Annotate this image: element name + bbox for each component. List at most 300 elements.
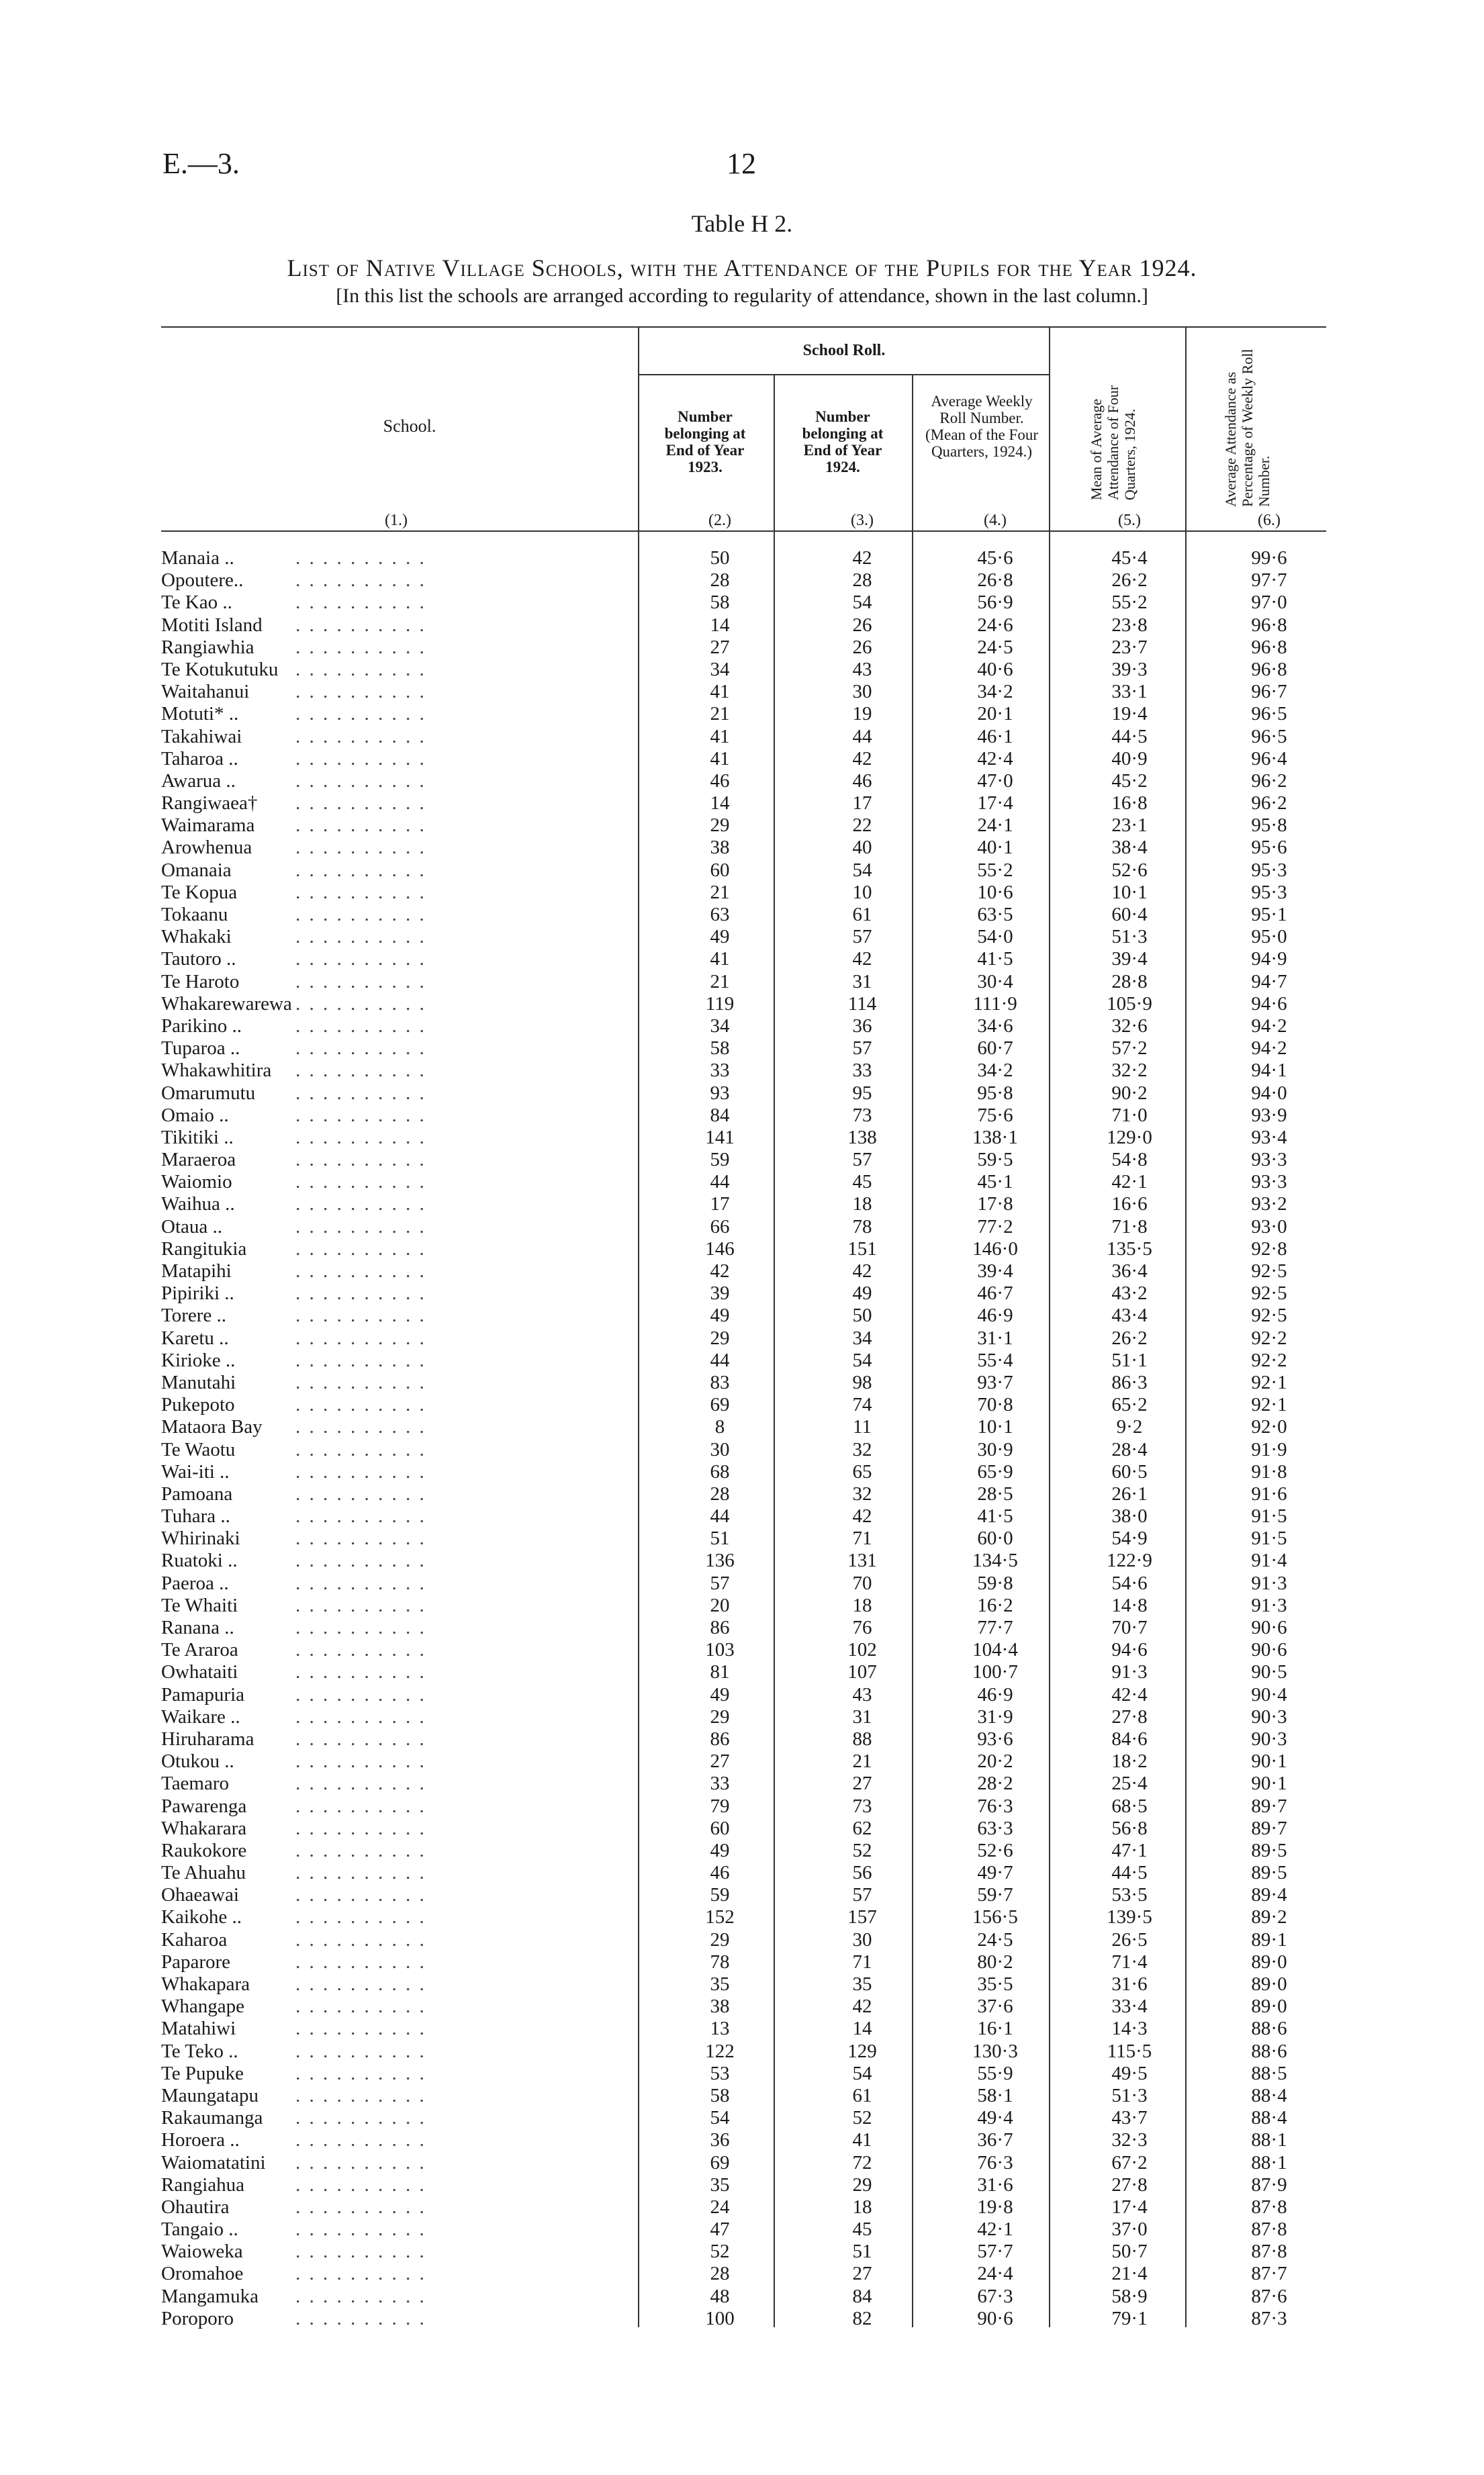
avg-weekly-cell: 28·5 (977, 1483, 1013, 1505)
end-1924-cell: 107 (847, 1661, 877, 1683)
leader-dots: . . . . . . . . . . (295, 1460, 426, 1483)
percentage-cell: 87·7 (1251, 2263, 1287, 2285)
end-1923-cell: 51 (710, 1528, 730, 1550)
end-1923-cell: 38 (710, 1996, 730, 2018)
header-top-rule (161, 326, 1326, 328)
school-name: Ohaeawai (161, 1884, 239, 1906)
table-row (0, 1082, 1484, 1105)
end-1923-cell: 34 (710, 658, 730, 680)
percentage-cell: 90·4 (1251, 1683, 1287, 1706)
mean-attendance-cell: 9·2 (1116, 1416, 1143, 1438)
avg-weekly-cell: 70·8 (977, 1394, 1013, 1416)
end-1924-cell: 51 (852, 2241, 872, 2263)
table-row (0, 1193, 1484, 1215)
table-row (0, 792, 1484, 814)
school-name: Hiruharama (161, 1728, 254, 1750)
end-1924-cell: 22 (852, 814, 872, 837)
end-1923-cell: 59 (710, 1884, 730, 1906)
table-row (0, 1639, 1484, 1661)
percentage-cell: 92·5 (1251, 1260, 1287, 1282)
percentage-cell: 88·1 (1251, 2129, 1287, 2151)
avg-weekly-cell: 28·2 (977, 1773, 1013, 1795)
table-row (0, 1149, 1484, 1171)
school-name: Maraeroa (161, 1149, 236, 1171)
leader-dots: . . . . . . . . . . (295, 1572, 426, 1594)
school-name: Whakawhitira (161, 1060, 272, 1082)
avg-weekly-cell: 36·7 (977, 2129, 1013, 2151)
end-1924-cell: 21 (852, 1750, 872, 1773)
leader-dots: . . . . . . . . . . (295, 592, 426, 614)
mean-attendance-cell: 32·6 (1111, 1015, 1148, 1037)
school-name: Rangiawhia (161, 636, 254, 658)
percentage-cell: 95·6 (1251, 837, 1287, 859)
end-1923-cell: 29 (710, 814, 730, 837)
leader-dots: . . . . . . . . . . (295, 992, 426, 1015)
percentage-cell: 89·0 (1251, 1973, 1287, 1995)
end-1924-cell: 84 (852, 2285, 872, 2307)
avg-weekly-cell: 52·6 (977, 1839, 1013, 1861)
school-name: Tokaanu (161, 904, 228, 925)
end-1924-cell: 18 (852, 1193, 872, 1215)
end-1923-cell: 44 (710, 1171, 730, 1193)
percentage-cell: 91·6 (1251, 1483, 1287, 1505)
school-name: Rangiahua (161, 2174, 245, 2196)
school-name: Whakaki (161, 926, 232, 948)
mean-attendance-cell: 44·5 (1111, 725, 1148, 747)
end-1924-cell: 18 (852, 1594, 872, 1616)
percentage-cell: 87·8 (1251, 2241, 1287, 2263)
school-name: Te Kao .. (161, 592, 232, 614)
avg-weekly-cell: 54·0 (977, 926, 1013, 948)
mean-attendance-cell: 38·0 (1111, 1505, 1148, 1528)
percentage-cell: 92·5 (1251, 1305, 1287, 1327)
school-name: Te Araroa (161, 1639, 238, 1661)
percentage-cell: 87·8 (1251, 2219, 1287, 2241)
avg-weekly-cell: 30·9 (977, 1438, 1013, 1460)
avg-weekly-cell: 42·4 (977, 747, 1013, 769)
avg-weekly-cell: 31·6 (977, 2174, 1013, 2196)
percentage-cell: 89·7 (1251, 1817, 1287, 1839)
school-name: Rangiwaea† (161, 792, 258, 814)
mean-attendance-cell: 45·2 (1111, 769, 1148, 792)
end-1923-cell: 119 (705, 992, 735, 1015)
leader-dots: . . . . . . . . . . (295, 1617, 426, 1638)
percentage-cell: 95·3 (1251, 859, 1287, 881)
mean-attendance-cell: 51·3 (1111, 926, 1148, 948)
table-row (0, 1439, 1484, 1461)
leader-dots: . . . . . . . . . . (295, 1594, 426, 1616)
table-row (0, 1951, 1484, 1973)
mean-attendance-cell: 42·4 (1111, 1683, 1148, 1706)
end-1924-cell: 57 (852, 926, 872, 948)
end-1924-cell: 151 (847, 1238, 877, 1260)
table-row (0, 1840, 1484, 1862)
mean-attendance-cell: 23·7 (1111, 636, 1148, 658)
end-1923-cell: 41 (710, 681, 730, 703)
leader-dots: . . . . . . . . . . (295, 1371, 426, 1393)
end-1924-cell: 14 (852, 2018, 872, 2040)
end-1923-cell: 69 (710, 2151, 730, 2174)
avg-weekly-cell: 58·1 (977, 2084, 1013, 2106)
mean-attendance-cell: 68·5 (1111, 1795, 1148, 1817)
mean-attendance-cell: 43·2 (1111, 1282, 1148, 1305)
leader-dots: . . . . . . . . . . (295, 2107, 426, 2129)
school-name: Waiomatatini (161, 2151, 266, 2174)
mean-attendance-header: Mean of Average Attendance of Four Quarters, 1924. (1088, 385, 1138, 500)
mean-attendance-cell: 39·4 (1111, 948, 1148, 970)
end-1923-cell: 29 (710, 1928, 730, 1951)
avg-weekly-cell: 55·2 (977, 859, 1013, 881)
leader-dots: . . . . . . . . . . (295, 1795, 426, 1817)
table-row (0, 2152, 1484, 2174)
end-1923-cell: 24 (710, 2196, 730, 2218)
table-row (0, 1350, 1484, 1372)
school-name: Te Kotukutuku (161, 658, 279, 680)
percentage-cell: 91·9 (1251, 1438, 1287, 1460)
leader-dots: . . . . . . . . . . (295, 859, 426, 881)
table-title: Table H 2. (691, 210, 793, 237)
end-1923-cell: 54 (710, 2107, 730, 2129)
end-1923-cell: 152 (705, 1906, 735, 1928)
school-name: Arowhenua (161, 837, 252, 859)
end-1924-cell: 31 (852, 1706, 872, 1728)
leader-dots: . . . . . . . . . . (295, 2018, 426, 2040)
table-row (0, 2308, 1484, 2330)
leader-dots: . . . . . . . . . . (295, 792, 426, 814)
leader-dots: . . . . . . . . . . (295, 703, 426, 725)
avg-weekly-cell: 30·4 (977, 970, 1013, 992)
mean-attendance-cell: 65·2 (1111, 1394, 1148, 1416)
leader-dots: . . . . . . . . . . (295, 1394, 426, 1416)
leader-dots: . . . . . . . . . . (295, 1973, 426, 1995)
end-1924-cell: 54 (852, 859, 872, 881)
leader-dots: . . . . . . . . . . (295, 1706, 426, 1728)
school-name: Owhataiti (161, 1661, 238, 1683)
avg-weekly-cell: 56·9 (977, 592, 1013, 614)
leader-dots: . . . . . . . . . . (295, 1215, 426, 1238)
table-row (0, 2107, 1484, 2129)
end-1924-cell: 88 (852, 1728, 872, 1750)
leader-dots: . . . . . . . . . . (295, 1260, 426, 1282)
end-1923-cell: 35 (710, 1973, 730, 1995)
school-name: Te Haroto (161, 970, 240, 992)
end-1924-cell: 30 (852, 1928, 872, 1951)
leader-dots: . . . . . . . . . . (295, 1149, 426, 1171)
avg-weekly-cell: 16·1 (977, 2018, 1013, 2040)
end-1923-cell: 69 (710, 1394, 730, 1416)
percentage-cell: 89·5 (1251, 1862, 1287, 1884)
end-1923-cell: 66 (710, 1215, 730, 1238)
table-row (0, 1528, 1484, 1550)
end-1924-cell: 42 (852, 1260, 872, 1282)
end-1924-cell: 32 (852, 1438, 872, 1460)
end-1924-cell: 32 (852, 1483, 872, 1505)
percentage-cell: 92·2 (1251, 1327, 1287, 1349)
percentage-cell: 96·7 (1251, 681, 1287, 703)
end-1923-cell: 39 (710, 1282, 730, 1305)
school-name: Rakaumanga (161, 2107, 263, 2129)
mean-attendance-cell: 84·6 (1111, 1728, 1148, 1750)
end-1924-cell: 52 (852, 2107, 872, 2129)
avg-weekly-cell: 93·6 (977, 1728, 1013, 1750)
end-1923-cell: 79 (710, 1795, 730, 1817)
table-row (0, 2018, 1484, 2040)
table-row (0, 1706, 1484, 1728)
table-row (0, 2085, 1484, 2107)
end-1924-header: Number belonging at End of Year 1924. (802, 408, 884, 475)
leader-dots: . . . . . . . . . . (295, 1193, 426, 1215)
table-row (0, 1305, 1484, 1327)
leader-dots: . . . . . . . . . . (295, 1126, 426, 1148)
mean-attendance-cell: 57·2 (1111, 1037, 1148, 1060)
table-row (0, 882, 1484, 904)
school-name: Pamapuria (161, 1683, 245, 1706)
percentage-cell: 91·5 (1251, 1528, 1287, 1550)
avg-weekly-cell: 40·6 (977, 658, 1013, 680)
mean-attendance-cell: 44·5 (1111, 1862, 1148, 1884)
column-number: (5.) (1118, 512, 1141, 529)
leader-dots: . . . . . . . . . . (295, 2285, 426, 2307)
mean-attendance-cell: 39·3 (1111, 658, 1148, 680)
end-1924-cell: 70 (852, 1572, 872, 1594)
mean-attendance-cell: 52·6 (1111, 859, 1148, 881)
avg-weekly-cell: 46·1 (977, 725, 1013, 747)
end-1923-cell: 49 (710, 1305, 730, 1327)
avg-weekly-cell: 57·7 (977, 2241, 1013, 2263)
mean-attendance-cell: 42·1 (1111, 1171, 1148, 1193)
end-1923-cell: 47 (710, 2219, 730, 2241)
end-1924-cell: 129 (847, 2040, 877, 2062)
leader-dots: . . . . . . . . . . (295, 1305, 426, 1327)
end-1923-cell: 78 (710, 1951, 730, 1973)
avg-weekly-cell: 17·4 (977, 792, 1013, 814)
avg-weekly-cell: 19·8 (977, 2196, 1013, 2218)
table-row (0, 681, 1484, 703)
leader-dots: . . . . . . . . . . (295, 1661, 426, 1683)
avg-weekly-cell: 24·5 (977, 1928, 1013, 1951)
end-1923-cell: 20 (710, 1594, 730, 1616)
end-1923-cell: 35 (710, 2174, 730, 2196)
percentage-cell: 88·4 (1251, 2084, 1287, 2106)
school-name: Rangitukia (161, 1238, 247, 1260)
avg-weekly-cell: 100·7 (972, 1661, 1018, 1683)
percentage-cell: 90·6 (1251, 1639, 1287, 1661)
avg-weekly-cell: 59·7 (977, 1884, 1013, 1906)
avg-weekly-cell: 34·2 (977, 681, 1013, 703)
avg-weekly-cell: 60·0 (977, 1528, 1013, 1550)
page-number: 12 (727, 147, 756, 180)
end-1923-cell: 81 (710, 1661, 730, 1683)
end-1923-cell: 49 (710, 1683, 730, 1706)
end-1924-cell: 73 (852, 1104, 872, 1126)
percentage-cell: 93·4 (1251, 1126, 1287, 1148)
school-name: Karetu .. (161, 1327, 229, 1349)
percentage-cell: 93·3 (1251, 1149, 1287, 1171)
mean-attendance-cell: 129·0 (1107, 1126, 1152, 1148)
avg-weekly-cell: 130·3 (972, 2040, 1018, 2062)
leader-dots: . . . . . . . . . . (295, 1928, 426, 1951)
end-1924-cell: 57 (852, 1884, 872, 1906)
percentage-cell: 89·4 (1251, 1884, 1287, 1906)
school-name: Te Teko .. (161, 2040, 238, 2062)
end-1923-cell: 13 (710, 2018, 730, 2040)
column-number: (2.) (708, 512, 731, 529)
school-name: Te Ahuahu (161, 1862, 246, 1884)
leader-dots: . . . . . . . . . . (295, 1483, 426, 1505)
end-1923-cell: 103 (705, 1639, 735, 1661)
leader-dots: . . . . . . . . . . (295, 926, 426, 948)
percentage-cell: 96·5 (1251, 725, 1287, 747)
percentage-cell: 89·1 (1251, 1928, 1287, 1951)
end-1923-cell: 53 (710, 2062, 730, 2084)
mean-attendance-cell: 122·9 (1107, 1550, 1152, 1572)
table-row (0, 1773, 1484, 1795)
percentage-cell: 95·1 (1251, 904, 1287, 925)
table-row (0, 1661, 1484, 1683)
leader-dots: . . . . . . . . . . (295, 2307, 426, 2329)
mean-attendance-cell: 91·3 (1111, 1661, 1148, 1683)
leader-dots: . . . . . . . . . . (295, 1505, 426, 1528)
end-1923-cell: 27 (710, 636, 730, 658)
table-body (0, 547, 1484, 2330)
table-row (0, 1750, 1484, 1773)
avg-weekly-cell: 59·5 (977, 1149, 1013, 1171)
table-row (0, 1060, 1484, 1082)
end-1924-cell: 17 (852, 792, 872, 814)
avg-weekly-cell: 31·9 (977, 1706, 1013, 1728)
table-row (0, 1505, 1484, 1528)
school-name: Maungatapu (161, 2084, 259, 2106)
mean-attendance-cell: 60·4 (1111, 904, 1148, 925)
end-1924-cell: 72 (852, 2151, 872, 2174)
end-1924-cell: 98 (852, 1371, 872, 1393)
school-name: Takahiwai (161, 725, 242, 747)
end-1924-cell: 18 (852, 2196, 872, 2218)
end-1924-cell: 114 (847, 992, 877, 1015)
table-row (0, 1461, 1484, 1483)
leader-dots: . . . . . . . . . . (295, 1528, 426, 1550)
section-code: E.—3. (163, 147, 240, 180)
avg-weekly-cell: 55·9 (977, 2062, 1013, 2084)
school-name: Horoera .. (161, 2129, 240, 2151)
leader-dots: . . . . . . . . . . (295, 614, 426, 636)
mean-attendance-cell: 40·9 (1111, 747, 1148, 769)
mean-attendance-cell: 38·4 (1111, 837, 1148, 859)
avg-weekly-cell: 41·5 (977, 948, 1013, 970)
end-1924-cell: 74 (852, 1394, 872, 1416)
end-1923-cell: 41 (710, 948, 730, 970)
avg-weekly-cell: 49·4 (977, 2107, 1013, 2129)
leader-dots: . . . . . . . . . . (295, 2151, 426, 2174)
avg-weekly-cell: 67·3 (977, 2285, 1013, 2307)
leader-dots: . . . . . . . . . . (295, 1015, 426, 1037)
end-1923-cell: 21 (710, 703, 730, 725)
end-1924-cell: 71 (852, 1951, 872, 1973)
avg-weekly-cell: 40·1 (977, 837, 1013, 859)
school-name: Kirioke .. (161, 1349, 236, 1371)
leader-dots: . . . . . . . . . . (295, 1639, 426, 1661)
end-1923-cell: 29 (710, 1706, 730, 1728)
table-row (0, 2219, 1484, 2241)
end-1924-cell: 41 (852, 2129, 872, 2151)
end-1923-cell: 14 (710, 614, 730, 636)
mean-attendance-cell: 43·7 (1111, 2107, 1148, 2129)
table-row (0, 2196, 1484, 2219)
avg-weekly-cell: 134·5 (972, 1550, 1018, 1572)
mean-attendance-cell: 23·8 (1111, 614, 1148, 636)
end-1924-cell: 73 (852, 1795, 872, 1817)
avg-weekly-cell: 138·1 (972, 1126, 1018, 1148)
school-name: Whakarewarewa (161, 992, 292, 1015)
avg-weekly-cell: 46·9 (977, 1683, 1013, 1706)
leader-dots: . . . . . . . . . . (295, 1728, 426, 1750)
percentage-cell: 95·3 (1251, 881, 1287, 903)
avg-weekly-cell: 17·8 (977, 1193, 1013, 1215)
avg-weekly-cell: 34·2 (977, 1060, 1013, 1082)
school-name: Matapihi (161, 1260, 232, 1282)
mean-attendance-cell: 32·2 (1111, 1060, 1148, 1082)
table-row (0, 1037, 1484, 1060)
end-1924-cell: 45 (852, 2219, 872, 2241)
school-name: Mataora Bay (161, 1416, 263, 1438)
table-row (0, 1929, 1484, 1951)
mean-attendance-cell: 115·5 (1107, 2040, 1152, 2062)
mean-attendance-cell: 70·7 (1111, 1617, 1148, 1638)
mean-attendance-cell: 54·9 (1111, 1528, 1148, 1550)
leader-dots: . . . . . . . . . . (295, 1327, 426, 1349)
table-row (0, 1105, 1484, 1127)
percentage-cell: 94·9 (1251, 948, 1287, 970)
leader-dots: . . . . . . . . . . (295, 1773, 426, 1795)
end-1924-cell: 27 (852, 1773, 872, 1795)
end-1924-cell: 19 (852, 703, 872, 725)
avg-weekly-cell: 45·6 (977, 547, 1013, 569)
school-name: Pipiriki .. (161, 1282, 234, 1305)
school-name: Tautoro .. (161, 948, 236, 970)
mean-attendance-cell: 94·6 (1111, 1639, 1148, 1661)
percentage-cell: 94·0 (1251, 1082, 1287, 1104)
percentage-cell: 96·8 (1251, 658, 1287, 680)
end-1924-cell: 11 (853, 1416, 872, 1438)
percentage-cell: 99·6 (1251, 547, 1287, 569)
end-1923-cell: 41 (710, 725, 730, 747)
percentage-cell: 95·0 (1251, 926, 1287, 948)
percentage-cell: 91·4 (1251, 1550, 1287, 1572)
leader-dots: . . . . . . . . . . (295, 1037, 426, 1060)
school-name: Ohautira (161, 2196, 230, 2218)
avg-weekly-cell: 39·4 (977, 1260, 1013, 1282)
leader-dots: . . . . . . . . . . (295, 837, 426, 859)
school-name: Te Waotu (161, 1438, 236, 1460)
end-1923-cell: 41 (710, 747, 730, 769)
mean-attendance-cell: 23·1 (1111, 814, 1148, 837)
end-1924-cell: 26 (852, 614, 872, 636)
avg-weekly-cell: 80·2 (977, 1951, 1013, 1973)
mean-attendance-cell: 27·8 (1111, 2174, 1148, 2196)
table-row (0, 1238, 1484, 1260)
mean-attendance-cell: 10·1 (1111, 881, 1148, 903)
end-1923-cell: 33 (710, 1060, 730, 1082)
table-row (0, 1728, 1484, 1750)
mean-attendance-cell: 19·4 (1111, 703, 1148, 725)
school-name: Motiti Island (161, 614, 263, 636)
school-name: Whakapara (161, 1973, 250, 1995)
percentage-cell: 87·8 (1251, 2196, 1287, 2218)
school-name: Omanaia (161, 859, 232, 881)
end-1923-header: Number belonging at End of Year 1923. (664, 408, 746, 475)
percentage-cell: 90·3 (1251, 1706, 1287, 1728)
avg-weekly-cell: 34·6 (977, 1015, 1013, 1037)
